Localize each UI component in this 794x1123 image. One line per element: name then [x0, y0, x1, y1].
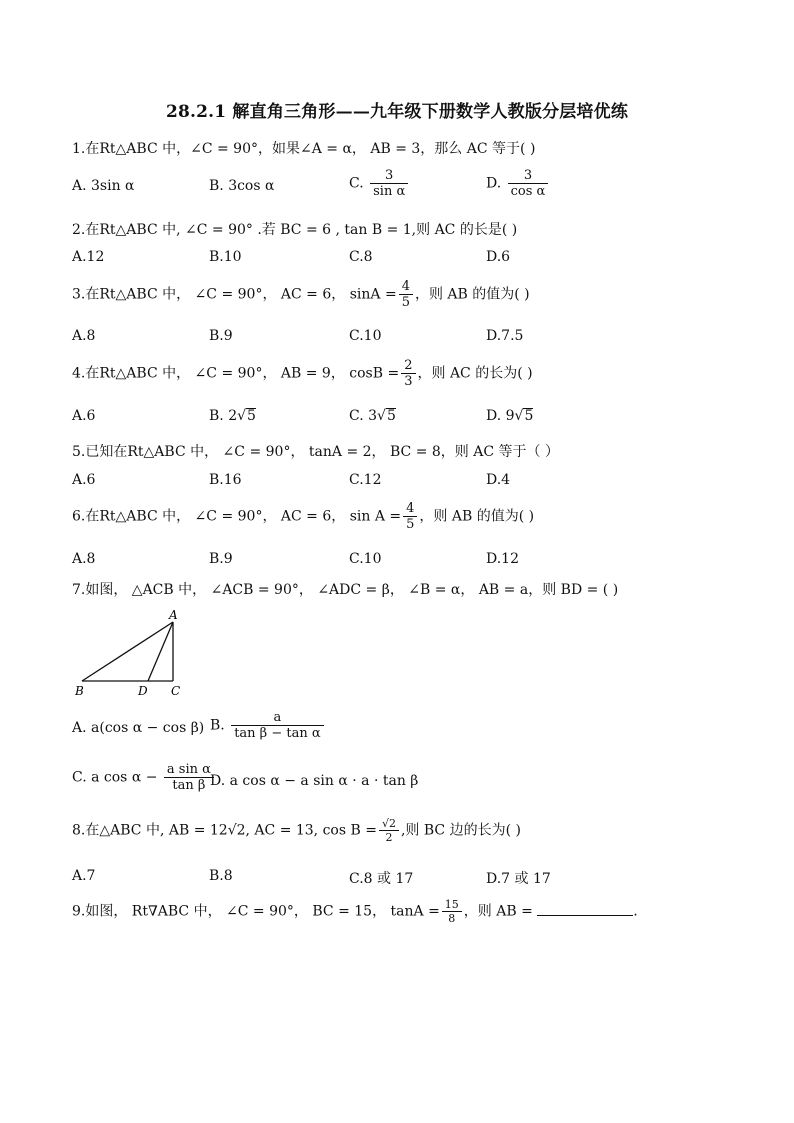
triangle-figure: [72, 606, 202, 702]
label-a: A: [169, 608, 178, 622]
option-d: D. 9√5: [486, 408, 534, 424]
cos-b-fraction: $\frac{2}{3}$: [401, 358, 415, 389]
question-5: 5.已知在Rt△ABC 中， ∠C = 90°， tanA = 2， BC = 8，则 AC 等于（ ）: [72, 444, 559, 460]
option-a: A.6: [72, 472, 96, 488]
question-4: 4.在Rt△ABC 中， ∠C = 90°， AB = 9， cosB = $\frac{2}{3}$ ，则 AC 的长为( ): [72, 358, 533, 389]
label-c: C: [171, 684, 181, 698]
option-a: A.8: [72, 551, 96, 567]
option-a: A. 3sin α: [72, 178, 135, 194]
option-c: C.10: [349, 551, 382, 567]
option-c: C.12: [349, 472, 382, 488]
option-b: B.16: [209, 472, 242, 488]
question-3: 3.在Rt△ABC 中， ∠C = 90°， AC = 6， sinA = $\frac{4}{5}$ ，则 AB 的值为( ): [72, 279, 530, 310]
option-a: A.6: [72, 408, 96, 424]
question-7: 7.如图， △ACB 中， ∠ACB = 90°， ∠ADC = β， ∠B = α， AB = a，则 BD = ( ): [72, 582, 619, 598]
option-a: A.7: [72, 868, 96, 884]
option-c-fraction: $\frac{3}{\text{sin α}}$: [370, 168, 408, 199]
label-d: D: [138, 684, 148, 698]
option-b: B. 2√5: [209, 408, 256, 424]
cos-b-fraction: $\frac{√2}{2}$: [379, 817, 399, 844]
answer-blank[interactable]: [537, 903, 633, 916]
option-b: B.8: [209, 868, 233, 884]
option-a: A.8: [72, 328, 96, 344]
question-7-option-d: D. a cos α − a sin α · a · tan β: [210, 773, 419, 789]
question-2: 2.在Rt△ABC 中, ∠C = 90° .若 BC = 6 , tan B = 1,则 AC 的长是( ): [72, 222, 518, 238]
option-d: D.4: [486, 472, 511, 488]
option-b: B.10: [209, 249, 242, 265]
page-title: 28.2.1 解直角三角形——九年级下册数学人教版分层培优练: [165, 102, 629, 122]
option-a: A.12: [72, 249, 105, 265]
option-d-fraction: $\frac{3}{\text{cos α}}$: [508, 168, 549, 199]
option-d: D. $\frac{3}{\text{cos α}}$: [486, 168, 550, 199]
question-7-option-a: A. a(cos α − cos β): [72, 720, 205, 736]
option-b: B.9: [209, 328, 233, 344]
option-b-fraction: $\frac{a}{\text{tan β − tan α}}$: [231, 710, 323, 741]
option-b: B.9: [209, 551, 233, 567]
option-c: C. 3√5: [349, 408, 396, 424]
option-d: D.7.5: [486, 328, 524, 344]
question-6: 6.在Rt△ABC 中， ∠C = 90°， AC = 6， sin A = $\frac{4}{5}$ ，则 AB 的值为( ): [72, 501, 535, 532]
side-ba: [82, 622, 173, 681]
option-d: D.6: [486, 249, 511, 265]
sin-a-fraction: $\frac{4}{5}$: [403, 501, 417, 532]
label-b: B: [75, 684, 84, 698]
option-c: C.8: [349, 249, 373, 265]
question-1-options: [72, 168, 752, 204]
option-d: D.7 或 17: [486, 871, 551, 887]
question-4-options: [72, 408, 752, 444]
question-1: 1.在Rt△ABC 中，∠C = 90°，如果∠A = α， AB = 3，那么 AC 等于( ): [72, 141, 536, 157]
option-c: C. $\frac{3}{\text{sin α}}$: [349, 168, 410, 199]
option-c-fraction: $\frac{\text{a sin α}}{\text{tan β}}$: [164, 762, 214, 793]
option-b: B. 3cos α: [209, 178, 275, 194]
option-c: C.10: [349, 328, 382, 344]
question-9: 9.如图， Rt∇ABC 中， ∠C = 90°， BC = 15， tanA = $\frac{15}{8}$ ，则 AB = .: [72, 898, 638, 925]
option-c: C.8 或 17: [349, 871, 414, 887]
question-7-option-c: C. a cos α − $\frac{\text{a sin α}}{\text{tan β}}$: [72, 762, 216, 793]
tan-a-fraction: $\frac{15}{8}$: [442, 898, 462, 925]
sin-a-fraction: $\frac{4}{5}$: [399, 279, 413, 310]
question-8: 8.在△ABC 中, AB = 12√2, AC = 13, cos B = $\frac{√2}{2}$ ,则 BC 边的长为( ): [72, 817, 521, 844]
question-7-option-b: B. $\frac{a}{\text{tan β − tan α}}$: [210, 710, 326, 741]
option-d: D.12: [486, 551, 519, 567]
